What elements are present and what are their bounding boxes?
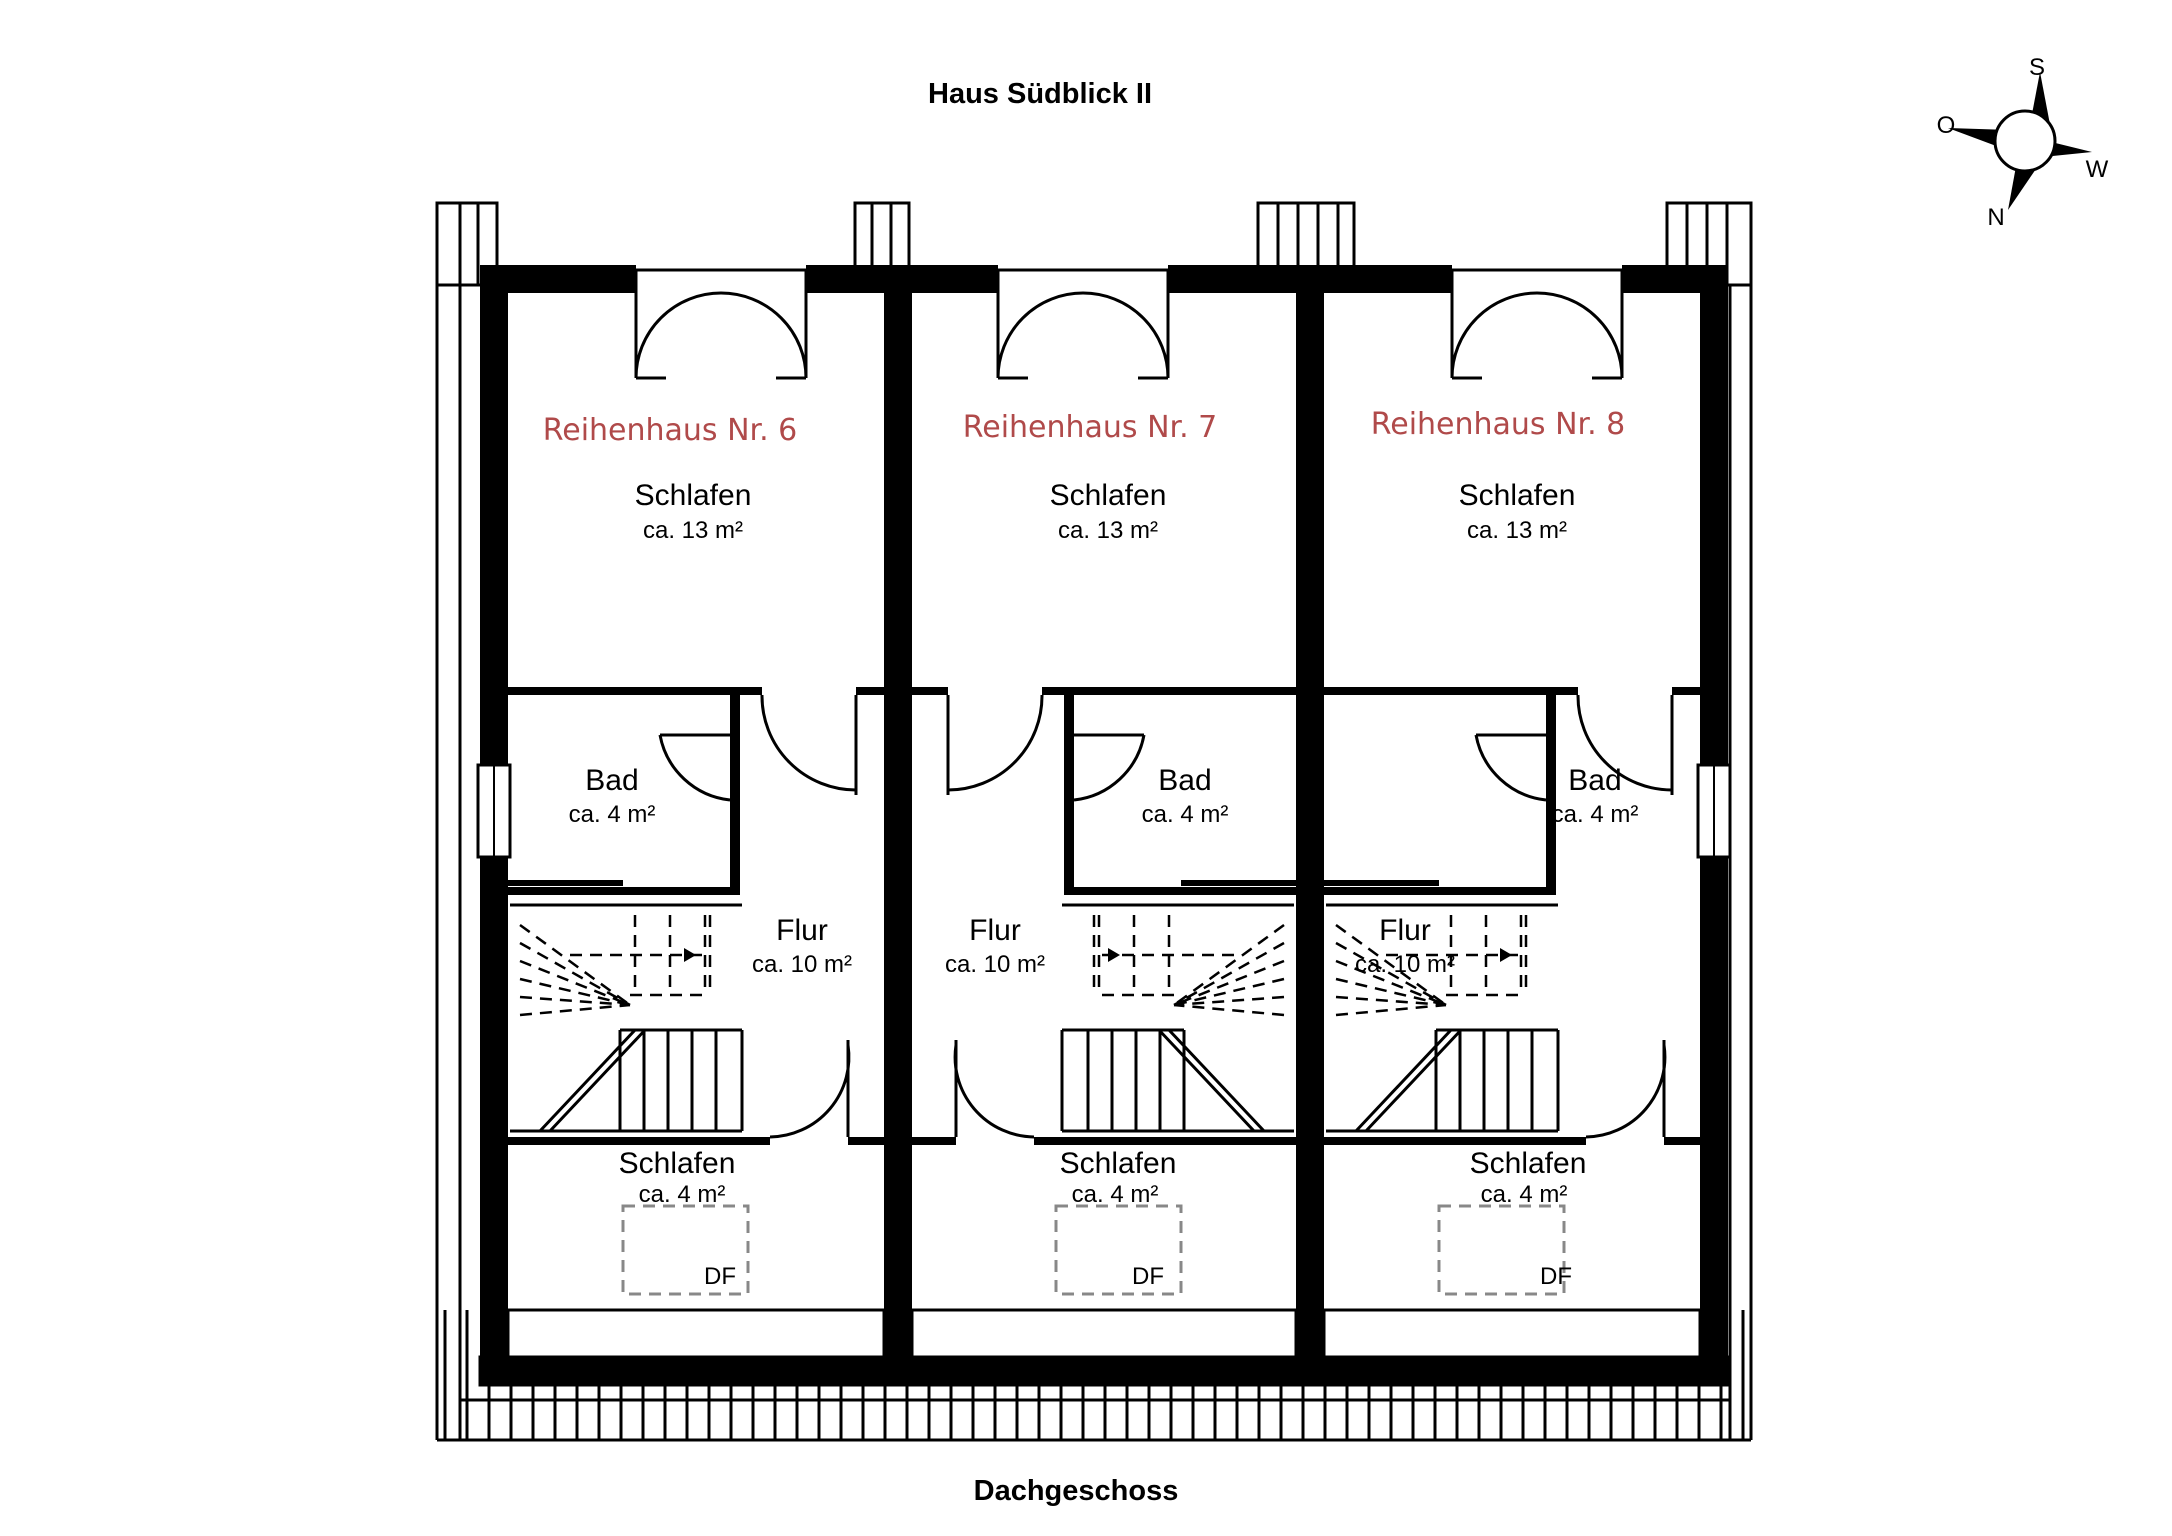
stair-step-hidden [520, 925, 630, 1005]
bath-label: Bad [1158, 764, 1212, 797]
hall-label: Flur [1379, 914, 1431, 947]
floor-label: Dachgeschoss [973, 1475, 1179, 1507]
stair-step-hidden [1174, 1005, 1284, 1015]
bedroom-label: Schlafen [1458, 479, 1576, 512]
stair-arrow-icon [684, 948, 696, 962]
small-bedroom-label: Schlafen [1059, 1147, 1177, 1180]
hatch-mask [1324, 1310, 1700, 1357]
interior-wall [1672, 687, 1700, 695]
window-gap [636, 262, 806, 296]
bath-wall [1064, 695, 1074, 895]
bath-wall [508, 887, 740, 895]
stair-step-hidden [1336, 979, 1446, 1005]
compass-south-label: S [2028, 54, 2046, 81]
stair-handrail [1159, 1030, 1254, 1131]
bedroom-label: Schlafen [634, 479, 752, 512]
bath-wall [1546, 695, 1556, 895]
interior-wall [1324, 687, 1578, 695]
door-swing-arc [1083, 293, 1168, 378]
door-swing-arc [948, 695, 1042, 790]
interior-wall [912, 1137, 956, 1145]
stair-handrail [1366, 1030, 1461, 1131]
skylight-label: DF [1132, 1263, 1164, 1290]
interior-wall [1324, 1137, 1586, 1145]
stair-step-hidden [1174, 925, 1284, 1005]
small-bedroom-area: ca. 4 m² [638, 1181, 726, 1208]
interior-wall [1034, 1137, 1296, 1145]
door-swing-arc [998, 293, 1083, 378]
bath-fixture [508, 880, 623, 886]
compass-arrow-icon [1948, 72, 2092, 210]
small-bedroom-area: ca. 4 m² [1071, 1181, 1159, 1208]
door-swing-arc [721, 293, 806, 378]
interior-wall [856, 687, 884, 695]
hall-area: ca. 10 m² [1354, 951, 1456, 978]
unit-8 [1355, 407, 1638, 1290]
small-bedroom-label: Schlafen [618, 1147, 736, 1180]
door-swing-arc [1074, 735, 1144, 800]
door-swing-arc [1452, 293, 1537, 378]
stair-step-hidden [1174, 979, 1284, 1005]
bath-area: ca. 4 m² [1141, 801, 1229, 828]
door-swing-arc [1476, 735, 1546, 800]
interior-wall [1042, 687, 1296, 695]
interior-wall [508, 687, 762, 695]
bath-area: ca. 4 m² [1551, 801, 1639, 828]
unit-7 [945, 410, 1228, 1290]
compass-east-label: O [1936, 112, 1956, 139]
hatch-mask [508, 1310, 884, 1357]
window-gap [1452, 262, 1622, 296]
plan-title: Haus Südblick II [928, 78, 1152, 110]
skylight-label: DF [704, 1263, 736, 1290]
stair-step-hidden [1174, 961, 1284, 1005]
door-swing-arc [660, 735, 730, 800]
interior-wall [848, 1137, 884, 1145]
compass-west-label: W [2085, 156, 2109, 183]
bedroom-area: ca. 13 m² [1466, 517, 1568, 544]
unit-title: Reihenhaus Nr. 6 [542, 413, 798, 448]
door-swing-arc [770, 1045, 849, 1137]
stair-step-hidden [520, 979, 630, 1005]
bath-fixture [1324, 880, 1439, 886]
door-swing-arc [636, 293, 721, 378]
bath-wall [1324, 887, 1556, 895]
stair-step-hidden [520, 943, 630, 1005]
stair-step-hidden [1174, 943, 1284, 1005]
stair-step-hidden [520, 961, 630, 1005]
compass [1937, 54, 2109, 231]
bath-fixture [1181, 880, 1296, 886]
small-bedroom-label: Schlafen [1469, 1147, 1587, 1180]
bath-wall [730, 695, 740, 895]
bath-label: Bad [1568, 764, 1622, 797]
interior-wall [508, 1137, 770, 1145]
door-swing-arc [1586, 1045, 1665, 1137]
interior-wall [1664, 1137, 1700, 1145]
bath-area: ca. 4 m² [568, 801, 656, 828]
stair-step-hidden [1336, 1005, 1446, 1015]
unit-6 [543, 413, 852, 1290]
hall-label: Flur [969, 914, 1021, 947]
hall-area: ca. 10 m² [751, 951, 853, 978]
skylight-label: DF [1540, 1263, 1572, 1290]
bath-label: Bad [585, 764, 639, 797]
door-swing-arc [1537, 293, 1622, 378]
stair-arrow-icon [1108, 948, 1120, 962]
hatch-mask [912, 1310, 1296, 1357]
door-swing-arc [762, 695, 856, 790]
bedroom-area: ca. 13 m² [642, 517, 744, 544]
stair-handrail [550, 1030, 645, 1131]
unit-title: Reihenhaus Nr. 7 [962, 410, 1218, 445]
hall-area: ca. 10 m² [944, 951, 1046, 978]
compass-north-label: N [1987, 204, 2005, 231]
bedroom-label: Schlafen [1049, 479, 1167, 512]
unit-title: Reihenhaus Nr. 8 [1370, 407, 1626, 442]
window-gap [998, 262, 1168, 296]
small-bedroom-area: ca. 4 m² [1480, 1181, 1568, 1208]
interior-wall [912, 687, 948, 695]
bedroom-area: ca. 13 m² [1057, 517, 1159, 544]
hall-label: Flur [776, 914, 828, 947]
door-swing-arc [955, 1045, 1034, 1137]
bath-wall [1064, 887, 1296, 895]
stair-arrow-icon [1500, 948, 1512, 962]
stair-step-hidden [520, 1005, 630, 1015]
